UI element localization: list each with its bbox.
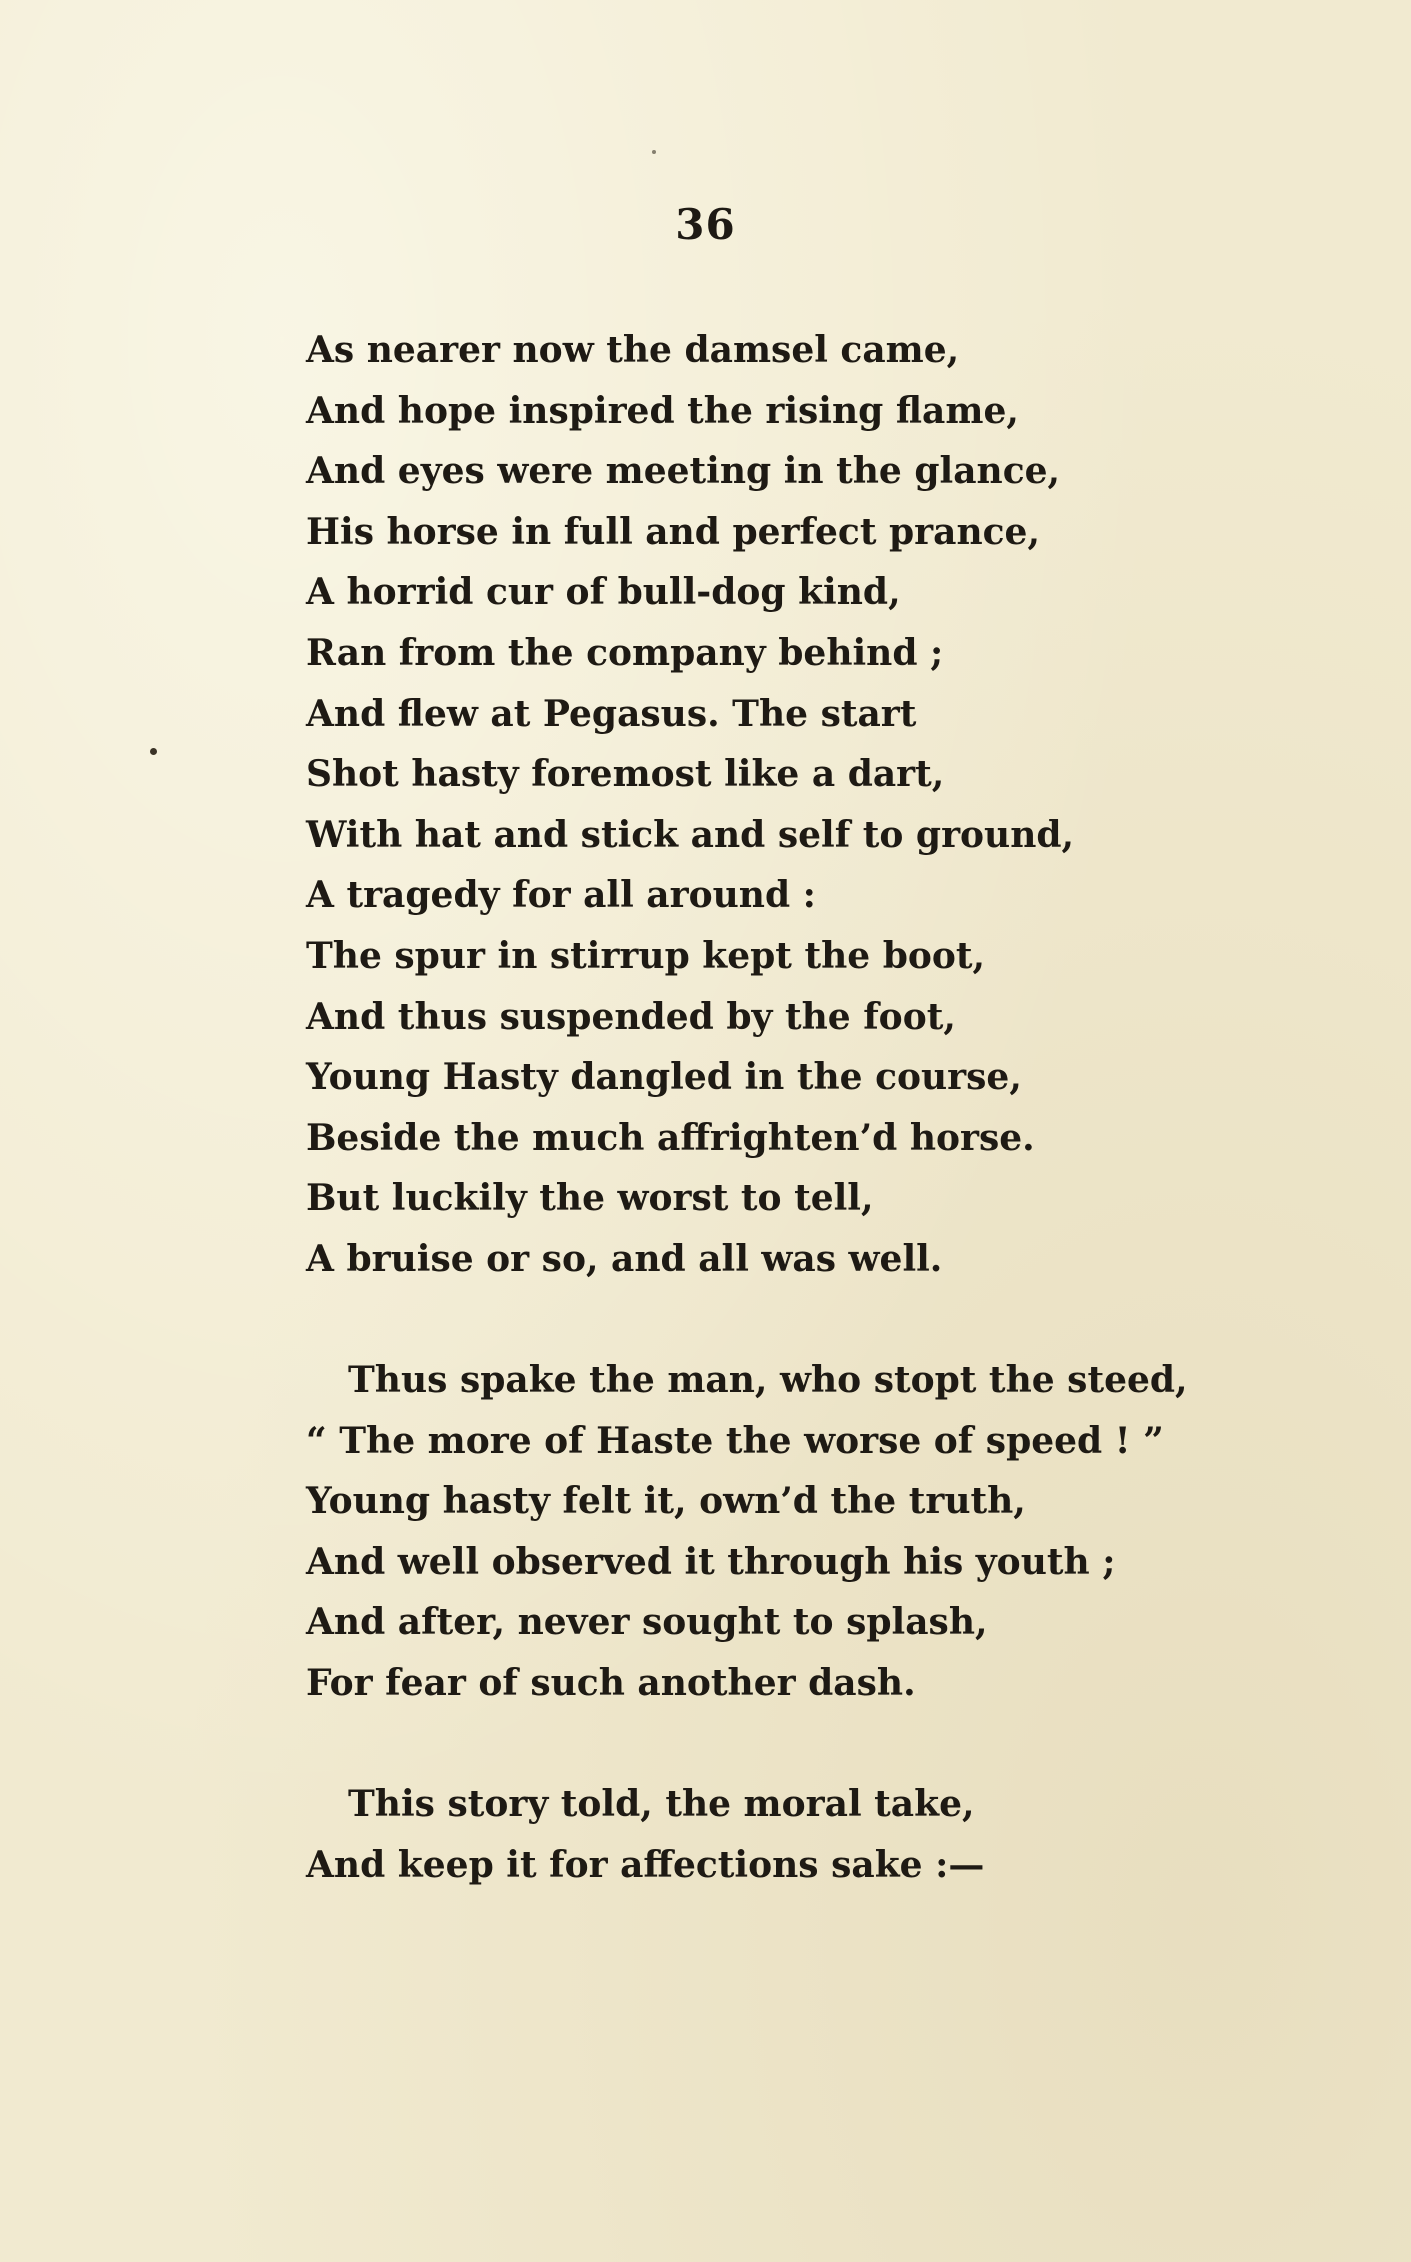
- poem-line: Ran from the company behind ;: [306, 631, 944, 674]
- poem-line: A tragedy for all around :: [306, 874, 816, 917]
- poem-line: Thus spake the man, who stopt the steed,: [348, 1359, 1188, 1402]
- page-number: 36: [675, 200, 736, 249]
- poem-line: Young Hasty dangled in the course,: [306, 1056, 1022, 1099]
- poem-line: Beside the much affrighten’d horse.: [306, 1116, 1035, 1159]
- ink-speck: [652, 150, 656, 154]
- poem-line: A bruise or so, and all was well.: [306, 1237, 943, 1280]
- poem-line: And well observed it through his youth ;: [306, 1540, 1116, 1583]
- poem-line: And thus suspended by the foot,: [306, 995, 956, 1038]
- poem: [306, 320, 1306, 1895]
- stanza-3: [306, 1774, 1306, 1895]
- poem-line: For fear of such another dash.: [306, 1662, 916, 1705]
- poem-line: Shot hasty foremost like a dart,: [306, 753, 945, 796]
- poem-line: Young hasty felt it, own’d the truth,: [306, 1480, 1026, 1523]
- poem-line: His horse in full and perfect prance,: [306, 510, 1040, 553]
- poem-line: And hope inspired the rising flame,: [306, 389, 1019, 432]
- poem-line: And eyes were meeting in the glance,: [306, 450, 1061, 493]
- stanza-2: [306, 1350, 1306, 1714]
- poem-line: And keep it for affections sake :—: [306, 1843, 985, 1886]
- poem-line: As nearer now the damsel came,: [306, 329, 960, 371]
- poem-line: And after, never sought to splash,: [306, 1601, 988, 1644]
- poem-line: The spur in stirrup kept the boot,: [306, 934, 986, 977]
- poem-line: “ The more of Haste the worse of speed ! ”: [306, 1419, 1164, 1462]
- ink-speck: [150, 748, 157, 755]
- poem-line: With hat and stick and self to ground,: [306, 813, 1075, 856]
- poem-line: A horrid cur of bull-dog kind,: [306, 571, 901, 614]
- poem-line: This story told, the moral take,: [348, 1783, 975, 1826]
- poem-line: But luckily the worst to tell,: [306, 1177, 874, 1220]
- stanza-1: [306, 320, 1306, 1290]
- poem-line: And flew at Pegasus. The start: [306, 692, 917, 735]
